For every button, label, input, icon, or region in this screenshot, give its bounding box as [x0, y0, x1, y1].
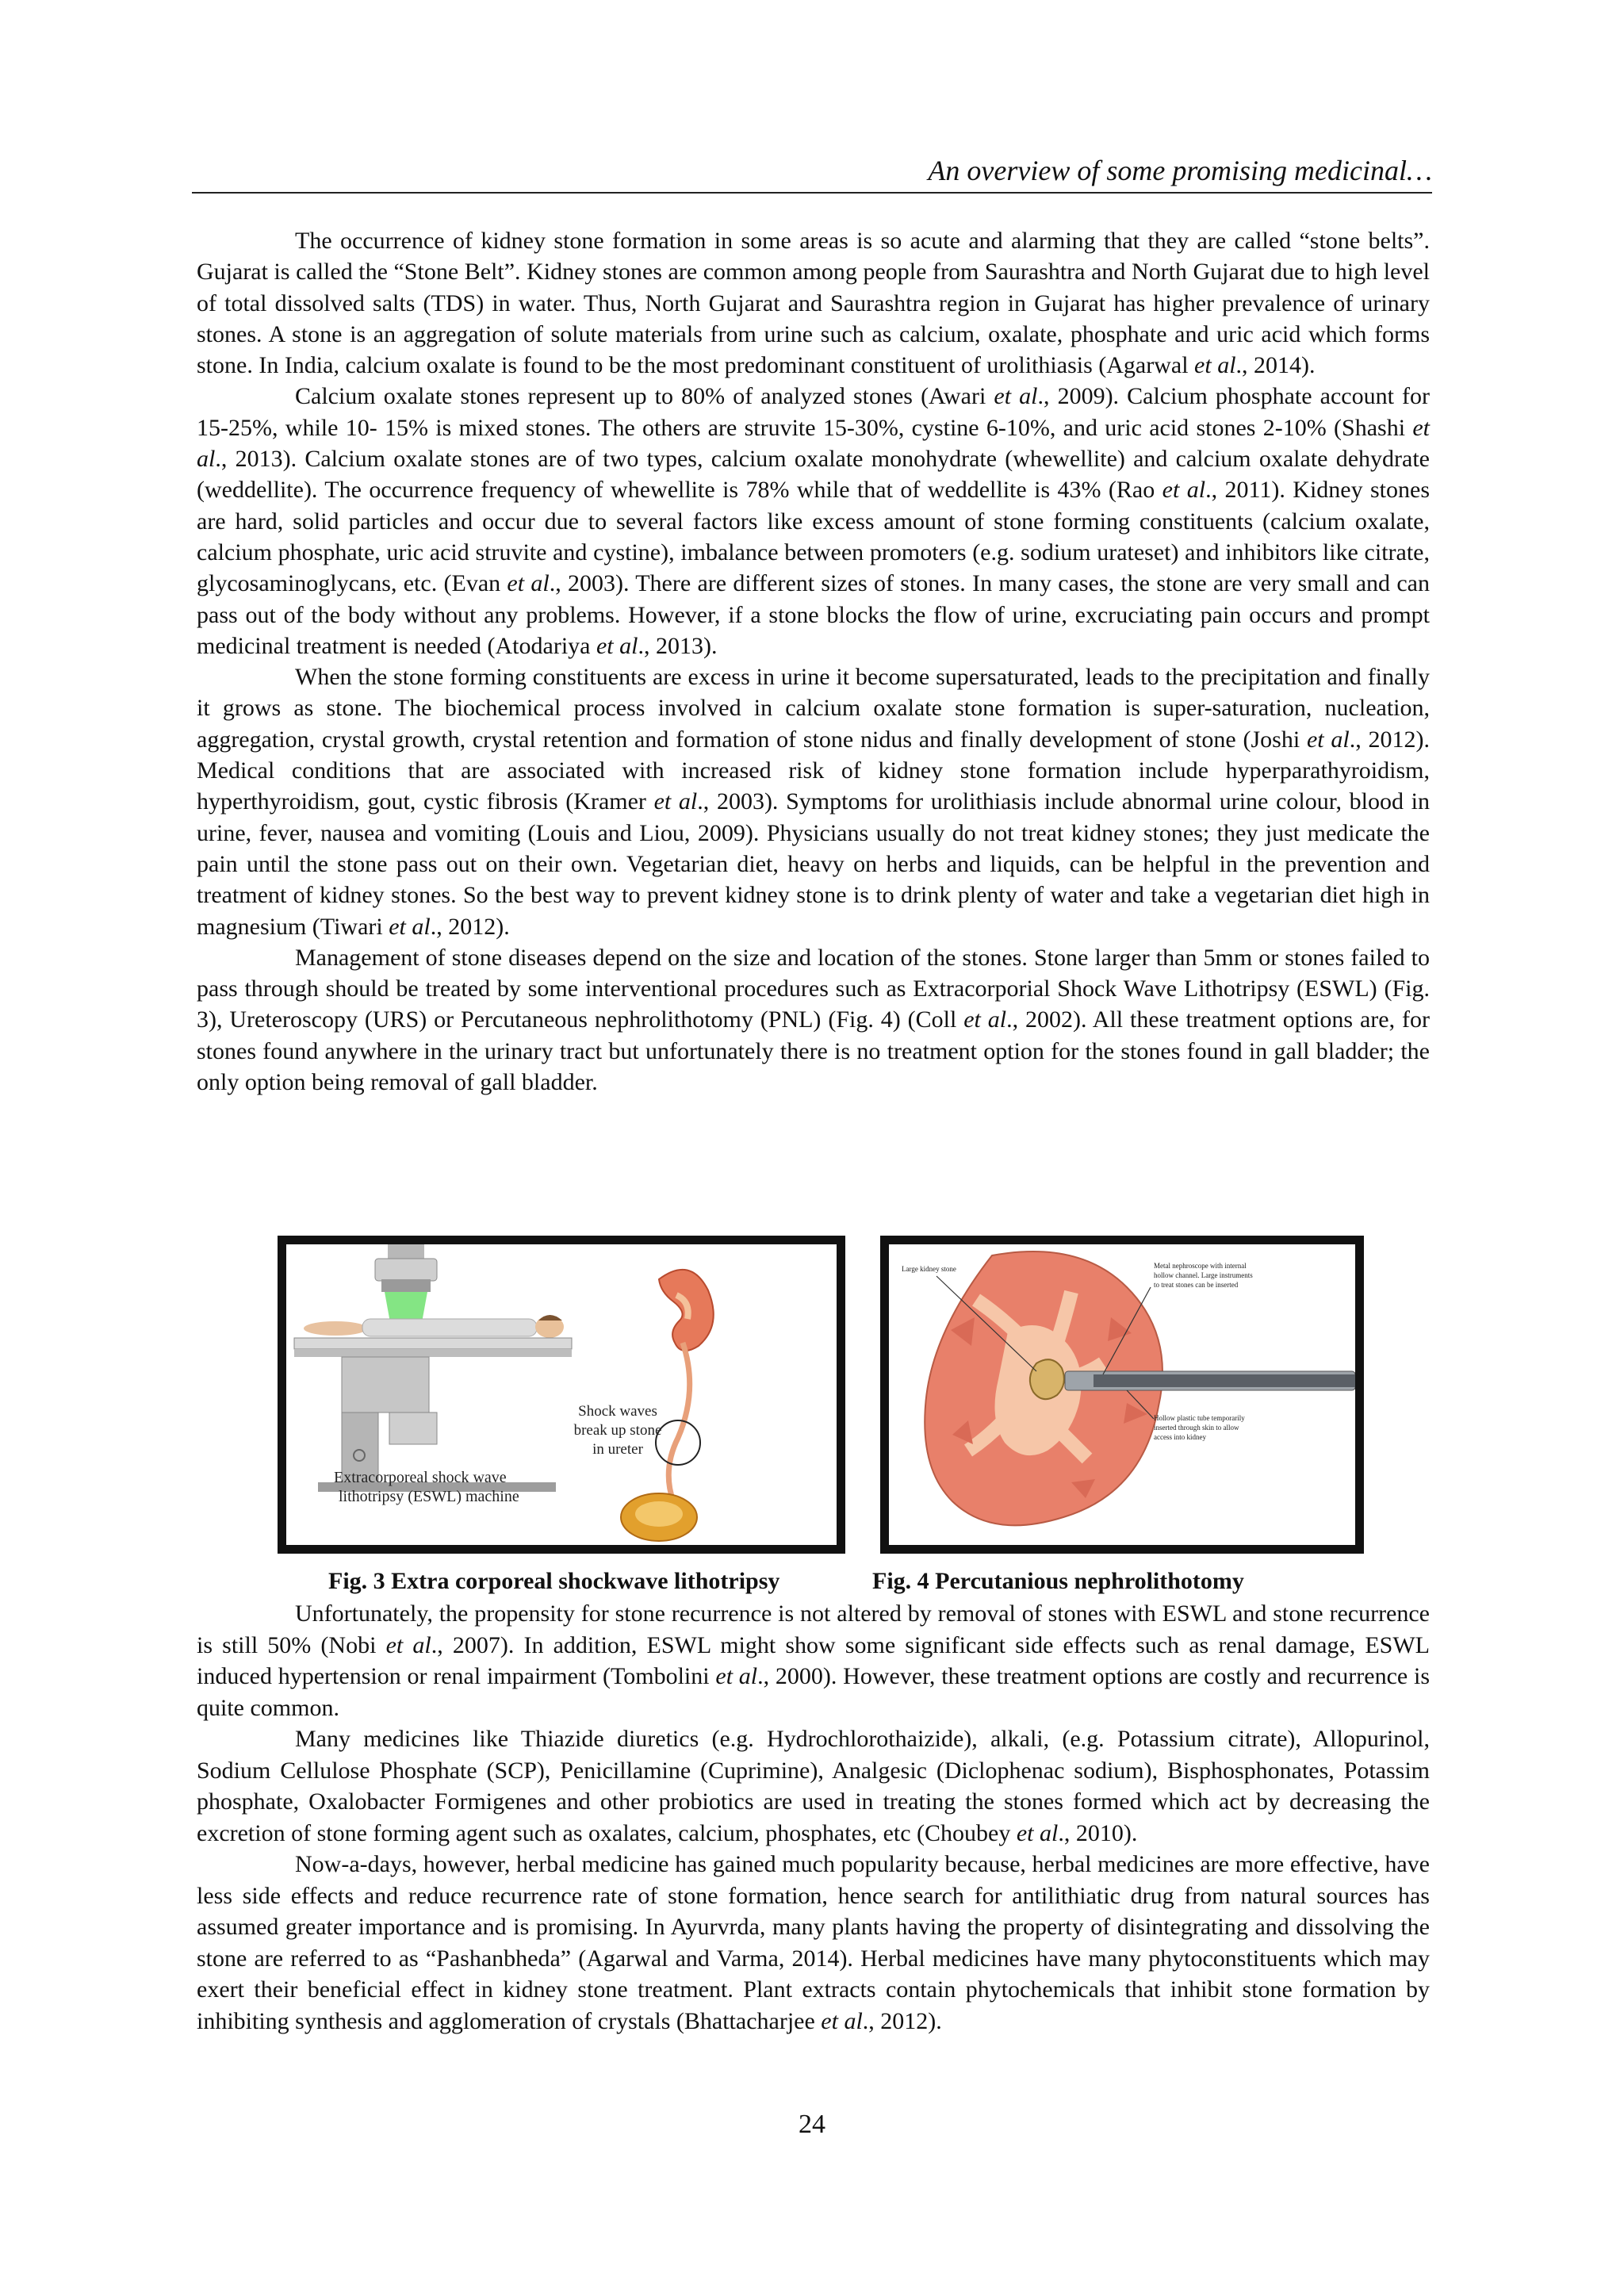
- figure-3-caption: Fig. 3 Extra corporeal shockwave lithotripsy: [328, 1568, 780, 1594]
- fig3-label-machine-2: lithotripsy (ESWL) machine: [339, 1488, 519, 1505]
- paragraph: When the stone forming constituents are excess in urine it become supersaturated, leads to the precipitation and finally it grows as stone. The biochemical process involved in calcium oxalate stone formation is super-saturation, nucleation, aggregation, crystal growth, crystal retention and formation of stone nidus and finally development of stone (Joshi et al., 2012). Medical conditions that are associated with increased risk of kidney stone formation include hyperparathyroidism, hyperthyroidism, gout, cystic fibrosis (Kramer et al., 2003). Symptoms for urolithiasis include abnormal urine colour, blood in urine, fever, nausea and vomiting (Louis and Liou, 2009). Physicians usually do not treat kidney stones; they just medicate the pain until the stone pass out on their own. Vegetarian diet, heavy on herbs and liquids, can be helpful in the prevention and treatment of kidney stones. So the best way to prevent kidney stone is to drink plenty of water and take a vegetarian diet high in magnesium (Tiwari et al., 2012).: [197, 664, 1430, 940]
- body-text-top: [197, 225, 1430, 1098]
- paragraph: Now-a-days, however, herbal medicine has gained much popularity because, herbal medicines are more effective, have less side effects and reduce recurrence rate of stone formation, hence search for antilithiatic drug from natural sources has assumed greater importance and is promising. In Ayurvrda, many plants having the property of disintegrating and dissolving the stone are referred to as “Pashanbheda” (Agarwal and Varma, 2014). Herbal medicines have many phytoconstituents which may exert their beneficial effect in kidney stone treatment. Plant extracts contain phytochemicals that inhibit stone formation by inhibiting synthesis and agglomeration of crystals (Bhattacharjee et al., 2012).: [197, 1851, 1430, 2034]
- fig3-label-waves-3: in ureter: [592, 1441, 643, 1458]
- figure-eswl-image: [278, 1236, 845, 1554]
- fig3-label-machine-1: Extracorporeal shock wave: [334, 1469, 507, 1486]
- fig4-label-scope-3: to treat stones can be inserted: [1154, 1281, 1239, 1289]
- paragraph: Calcium oxalate stones represent up to 80% of analyzed stones (Awari et al., 2009). Calcium phosphate account for 15-25%, while 10- 15% is mixed stones. The others are struvite 15-30%, cystine 6-10%, and uric acid stones 2-10% (Shashi et al., 2013). Calcium oxalate stones are of two types, calcium oxalate monohydrate (whewellite) and calcium oxalate dehydrate (weddellite). The occurrence frequency of whewellite is 78% while that of weddellite is 43% (Rao et al., 2011). Kidney stones are hard, solid particles and occur due to several factors like excess amount of stone forming constituents (calcium oxalate, calcium phosphate, uric acid struvite and cystine), imbalance between promoters (e.g. sodium urateset) and inhibitors like citrate, glycosaminoglycans, etc. (Evan et al., 2003). There are different sizes of stones. In many cases, the stone are very small and can pass out of the body without any problems. However, if a stone blocks the flow of urine, excruciating pain occurs and prompt medicinal treatment is needed (Atodariya et al., 2013).: [197, 383, 1430, 659]
- fig4-label-scope-1: Metal nephroscope with internal: [1154, 1262, 1247, 1270]
- fig3-label-waves-1: Shock waves: [578, 1403, 657, 1420]
- fig3-label-waves-2: break up stone: [573, 1422, 662, 1439]
- paragraph: Many medicines like Thiazide diuretics (e.g. Hydrochlorothaizide), alkali, (e.g. Potassium citrate), Allopurinol, Sodium Cellulose Phosphate (SCP), Penicillamine (Cuprimine), Analgesic (Diclophenac sodium), Bisphosphonates, Potassim phosphate, Oxalobacter Formigenes and other probiotics are used in treating the stones formed which act by decreasing the excretion of stone forming agent such as oxalates, calcium, phosphates, etc (Choubey et al., 2010).: [197, 1726, 1430, 1846]
- fig4-label-stone: Large kidney stone: [902, 1265, 956, 1273]
- figure-4-caption: Fig. 4 Percutanious nephrolithotomy: [872, 1568, 1244, 1594]
- running-title: An overview of some promising medicinal…: [928, 155, 1432, 186]
- page-number: 24: [799, 2110, 825, 2139]
- running-header: [192, 151, 1432, 194]
- fig4-label-tube-1: Hollow plastic tube temporarily: [1154, 1414, 1245, 1422]
- fig4-label-tube-3: access into kidney: [1154, 1433, 1206, 1441]
- paragraph: Management of stone diseases depend on the size and location of the stones. Stone larger than 5mm or stones failed to pass through should be treated by some interventional procedures such as Extracorporial Shock Wave Lithotripsy (ESWL) (Fig. 3), Ureteroscopy (URS) or Percutaneous nephrolithotomy (PNL) (Fig. 4) (Coll et al., 2002). All these treatment options are, for stones found anywhere in the urinary tract but unfortunately there is no treatment option for the stones found in gall bladder; the only option being removal of gall bladder.: [197, 944, 1430, 1096]
- fig4-label-tube-2: inserted through skin to allow: [1154, 1424, 1239, 1432]
- fig4-label-scope-2: hollow channel. Large instruments: [1154, 1271, 1253, 1279]
- figure-pcnl-image: [880, 1236, 1364, 1554]
- paragraph: Unfortunately, the propensity for stone recurrence is not altered by removal of stones with ESWL and stone recurrence is still 50% (Nobi et al., 2007). In addition, ESWL might show some significant side effects such as renal damage, ESWL induced hypertension or renal impairment (Tombolini et al., 2000). However, these treatment options are costly and recurrence is quite common.: [197, 1600, 1431, 1721]
- paragraph: The occurrence of kidney stone formation in some areas is so acute and alarming that they are called “stone belts”. Gujarat is called the “Stone Belt”. Kidney stones are common among people from Saurashtra and North Gujarat due to high level of total dissolved salts (TDS) in water. Thus, North Gujarat and Saurashtra region in Gujarat has higher prevalence of urinary stones. A stone is an aggregation of solute materials from urine such as calcium, oxalate, phosphate and uric acid which forms stone. In India, calcium oxalate is found to be the most predominant constituent of urolithiasis (Agarwal et al., 2014).: [197, 228, 1430, 379]
- body-text-bottom: [197, 1598, 1430, 2037]
